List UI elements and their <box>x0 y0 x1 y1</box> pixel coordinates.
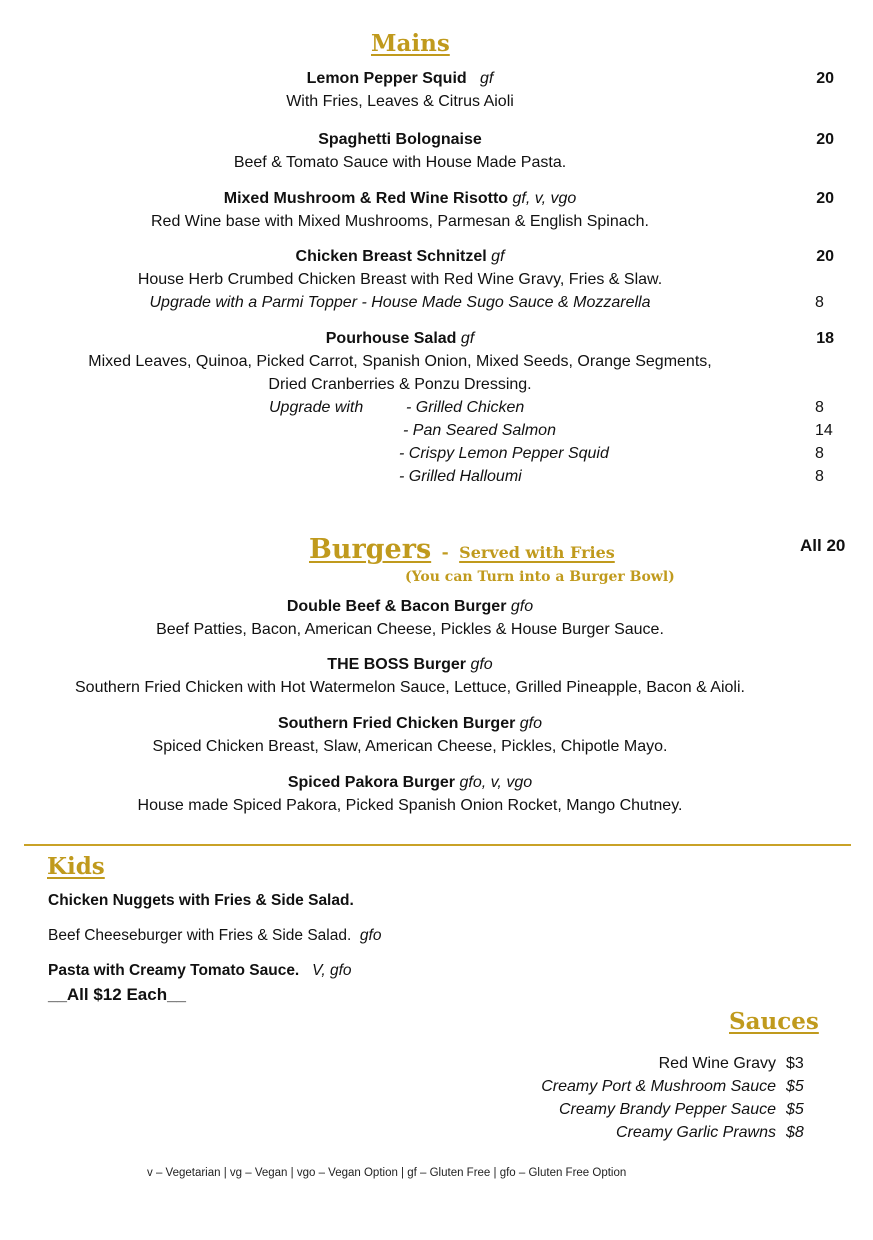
item-name: Spaghetti Bolognaise <box>318 131 482 148</box>
sauce-name: Red Wine Gravy <box>658 1055 776 1072</box>
mains-heading: Mains <box>371 30 450 57</box>
menu-item-title <box>0 773 820 793</box>
kids-heading: Kids <box>47 853 105 880</box>
menu-item-title <box>0 130 800 150</box>
item-tags: gf <box>480 70 494 87</box>
upgrade-option: - Grilled Halloumi <box>399 468 522 485</box>
sauce-item <box>559 1100 816 1120</box>
item-description: Dried Cranberries & Ponzu Dressing. <box>268 376 532 393</box>
upgrade-price: 8 <box>815 468 824 485</box>
section-divider <box>24 844 851 846</box>
kids-item <box>48 961 352 981</box>
item-description: Mixed Leaves, Quinoa, Picked Carrot, Spanish Onion, Mixed Seeds, Orange Segments, <box>88 353 712 370</box>
burgers-price: All 20 <box>800 536 846 555</box>
item-description: Spiced Chicken Breast, Slaw, American Cheese, Pickles, Chipotle Mayo. <box>152 738 668 755</box>
burgers-dash: - <box>441 543 449 563</box>
menu-item-title <box>0 655 820 675</box>
menu-item-title <box>0 329 800 349</box>
item-price: 20 <box>816 70 834 87</box>
item-description: House made Spiced Pakora, Picked Spanish Onion Rocket, Mango Chutney. <box>137 797 683 814</box>
item-upgrade: Upgrade with a Parmi Topper - House Made Sugo Sauce & Mozzarella <box>149 294 651 311</box>
sauce-item <box>616 1123 816 1143</box>
item-tags: gfo <box>470 656 493 673</box>
item-description: Red Wine base with Mixed Mushrooms, Parmesan & English Spinach. <box>151 213 649 230</box>
item-price: 20 <box>816 190 834 207</box>
item-name: Double Beef & Bacon Burger <box>286 598 507 615</box>
sauces-heading: Sauces <box>729 1008 819 1035</box>
item-name: Pourhouse Salad <box>325 330 457 347</box>
burgers-heading-row <box>309 534 615 565</box>
item-tags: gfo <box>519 715 543 732</box>
kids-price-note: __All $12 Each__ <box>48 985 186 1004</box>
item-price: 18 <box>816 330 834 347</box>
item-name: Spiced Pakora Burger <box>287 774 456 791</box>
sauce-item <box>541 1077 816 1097</box>
menu-item-title <box>0 69 800 89</box>
sauce-price: $5 <box>786 1101 804 1118</box>
upgrade-label: Upgrade with <box>269 399 364 416</box>
item-tags: gfo <box>510 598 534 615</box>
burgers-subheading: Served with Fries <box>459 543 615 562</box>
item-name: Mixed Mushroom & Red Wine Risotto <box>223 190 509 207</box>
item-description: Southern Fried Chicken with Hot Watermelon Sauce, Lettuce, Grilled Pineapple, Bacon & Aioli. <box>75 679 745 696</box>
item-name: Chicken Breast Schnitzel <box>295 248 487 265</box>
item-tags: gf <box>491 248 505 265</box>
dietary-legend: v – Vegetarian | vg – Vegan | vgo – Vegan Option | gf – Gluten Free | gfo – Gluten Free Option <box>147 1167 627 1179</box>
upgrade-price: 8 <box>815 294 824 311</box>
item-tags: V, gfo <box>312 962 352 979</box>
sauce-name: Creamy Garlic Prawns <box>615 1124 776 1141</box>
sauce-price: $3 <box>786 1055 804 1072</box>
sauce-price: $5 <box>786 1078 804 1095</box>
sauce-item <box>659 1054 816 1074</box>
upgrade-option: - Grilled Chicken <box>406 399 525 416</box>
sauce-name: Creamy Port & Mushroom Sauce <box>541 1078 776 1095</box>
kids-item-name: Pasta with Creamy Tomato Sauce. <box>48 962 300 979</box>
item-tags: gfo <box>359 927 382 944</box>
upgrade-price: 8 <box>815 399 824 416</box>
kids-item: Chicken Nuggets with Fries & Side Salad. <box>48 892 354 909</box>
item-price: 20 <box>816 248 834 265</box>
item-tags: gf, v, vgo <box>512 190 577 207</box>
burgers-note: (You can Turn into a Burger Bowl) <box>405 569 675 585</box>
menu-item-title <box>0 714 820 734</box>
menu-item-title <box>0 189 800 209</box>
menu-item-title <box>0 597 820 617</box>
sauce-name: Creamy Brandy Pepper Sauce <box>559 1101 776 1118</box>
item-description: With Fries, Leaves & Citrus Aioli <box>286 93 514 110</box>
item-name: Southern Fried Chicken Burger <box>277 715 516 732</box>
item-name: Lemon Pepper Squid <box>306 70 467 87</box>
upgrade-option: - Crispy Lemon Pepper Squid <box>399 445 609 462</box>
kids-item <box>48 926 381 946</box>
upgrade-price: 14 <box>815 422 833 439</box>
item-price: 20 <box>816 131 834 148</box>
item-description: Beef Patties, Bacon, American Cheese, Pickles & House Burger Sauce. <box>156 621 664 638</box>
item-tags: gfo, v, vgo <box>459 774 533 791</box>
upgrade-option: - Pan Seared Salmon <box>403 422 556 439</box>
item-name: THE BOSS Burger <box>327 656 466 673</box>
sauce-price: $8 <box>786 1124 804 1141</box>
menu-item-title <box>0 247 800 267</box>
item-description: Beef & Tomato Sauce with House Made Pasta. <box>233 154 567 171</box>
upgrade-price: 8 <box>815 445 824 462</box>
burgers-heading: Burgers <box>309 534 432 565</box>
item-description: House Herb Crumbed Chicken Breast with Red Wine Gravy, Fries & Slaw. <box>137 271 663 288</box>
kids-item-name: Beef Cheeseburger with Fries & Side Salad. <box>48 927 352 944</box>
item-tags: gf <box>460 330 475 347</box>
